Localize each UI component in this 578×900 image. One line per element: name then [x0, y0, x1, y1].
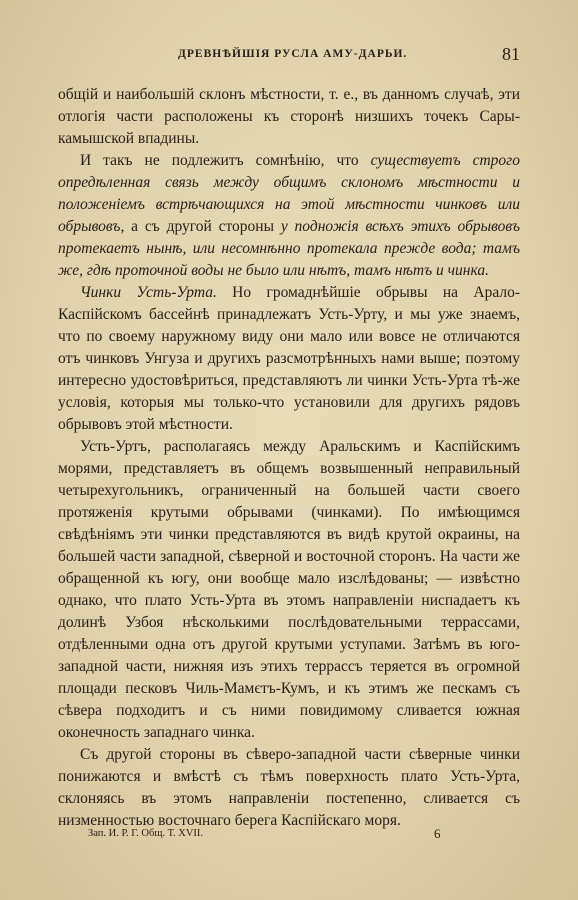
page-header: [58, 44, 520, 66]
paragraph-4: Усть-Уртъ, располагаясь между Аральскимъ и Каспійскимъ морями, представляетъ въ общемъ возвышенный неправильный четырехугольникъ, ограниченный на большей части своего протяженія крутыми обрывами (чинками). По имѣющимся свѣдѣніямъ эти чинки представляются въ видѣ крутой окраины, на большей части западной, сѣверной и восточной сторонъ. На части же обращенной къ югу, они вообще мало изслѣдованы; — извѣстно однако, что плато Усть-Урта въ этомъ направленіи ниспадаетъ къ долинѣ Узбоя нѣсколькими послѣдовательными террассами, отдѣленными одна отъ другой крутыми уступами. Затѣмъ въ юго-западной части, нижняя изъ этихъ террассъ теряется въ огромной площади песковъ Чиль-Мамєтъ-Кумъ, и къ этимъ же пескамъ съ сѣвера подходитъ и съ ними повидимому сливается южная оконечность западнаго чинка.: [58, 438, 520, 741]
paragraph-1: общій и наибольшій склонъ мѣстности, т. е., въ данномъ случаѣ, эти отлогія части расположены къ сторонѣ низшихъ точекъ Сары-камышской впадины.: [58, 86, 520, 147]
paragraph-2: [58, 150, 520, 282]
running-title: ДРЕВНѢЙШІЯ РУСЛА АМУ-ДАРЬИ.: [178, 48, 408, 60]
paragraph-3: [58, 282, 520, 436]
paragraph-2-emphasis-a: существуетъ строго опредѣленная связь между общимъ склономъ мѣстности и положеніемъ встрѣчающихся на этой мѣстности чинковъ или обрывовъ: [58, 152, 520, 235]
paragraph-2-text-a: И такъ не подлежитъ сомнѣнію, что: [80, 152, 371, 169]
section-heading: Чинки Усть-Урта.: [80, 284, 217, 301]
paragraph-2-text-b: , а съ другой стороны: [120, 218, 281, 235]
sheet-number: 6: [434, 826, 441, 841]
body-text: [58, 84, 520, 832]
paragraph-3-text: Но громаднѣйшіе обрывы на Арало-Каспійскомъ бассейнѣ принадлежатъ Усть-Урту, и мы уже знаемъ, что по своему наружному виду они мало или вовсе не отличаются отъ чинковъ Унгуза и другихъ разсмотрѣнныхъ нами выше; поэтому интересно удостовѣриться, представляютъ ли чинки Усть-Урта тѣ-же условія, которыя мы только-что установили для другихъ рядовъ обрывовъ этой мѣстности.: [58, 284, 520, 433]
page-footer: [88, 826, 520, 842]
paragraph-2-emphasis-b: у подножія всѣхъ этихъ обрывовъ протекаетъ нынѣ, или несомнѣнно протекала прежде вода; тамъ же, гдѣ проточной воды не было или нѣтъ, тамъ нѣтъ и чинка.: [58, 218, 520, 279]
footer-signature: Зап. И. Р. Г. Общ. Т. XVII.: [88, 828, 204, 839]
paragraph-5: Съ другой стороны въ сѣверо-западной части сѣверные чинки понижаются и вмѣстѣ съ тѣмъ поверхность плато Усть-Урта, склоняясь въ этомъ направленіи постепенно, сливается съ низменностью восточнаго берега Каспійскаго моря.: [58, 746, 520, 829]
page-number: 81: [502, 44, 520, 64]
